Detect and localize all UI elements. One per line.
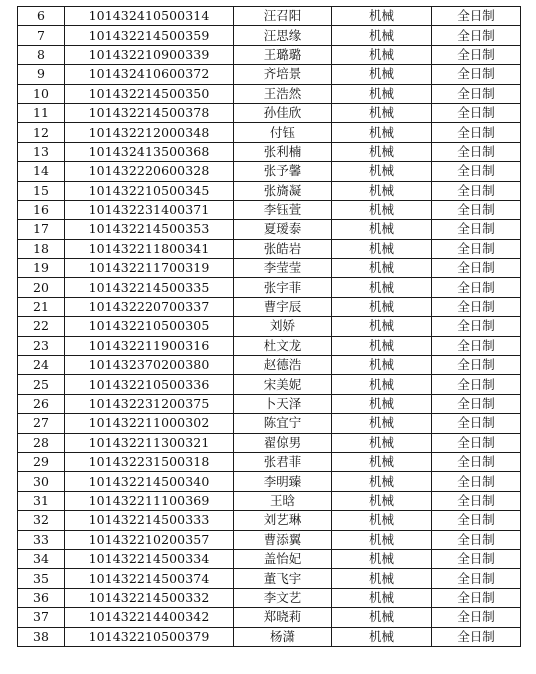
candidate-id-cell: 101432413500368 (65, 142, 234, 161)
table-row (18, 608, 521, 627)
student-name-cell: 刘艺琳 (234, 511, 332, 530)
row-number-cell: 34 (18, 549, 65, 568)
candidate-id-cell: 101432211300321 (65, 433, 234, 452)
major-cell: 机械 (332, 142, 432, 161)
major-cell: 机械 (332, 317, 432, 336)
table-row (18, 220, 521, 239)
candidate-id-cell: 101432214500378 (65, 103, 234, 122)
candidate-id-cell: 101432214500332 (65, 588, 234, 607)
study-mode-cell: 全日制 (432, 414, 521, 433)
study-mode-cell: 全日制 (432, 278, 521, 297)
major-cell: 机械 (332, 26, 432, 45)
major-cell: 机械 (332, 278, 432, 297)
student-name-cell: 张宇菲 (234, 278, 332, 297)
row-number-cell: 31 (18, 491, 65, 510)
study-mode-cell: 全日制 (432, 336, 521, 355)
student-name-cell: 董飞宇 (234, 569, 332, 588)
row-number-cell: 27 (18, 414, 65, 433)
student-name-cell: 李莹莹 (234, 259, 332, 278)
major-cell: 机械 (332, 356, 432, 375)
candidate-id-cell: 101432214500353 (65, 220, 234, 239)
study-mode-cell: 全日制 (432, 45, 521, 64)
row-number-cell: 33 (18, 530, 65, 549)
table-row (18, 103, 521, 122)
study-mode-cell: 全日制 (432, 123, 521, 142)
major-cell: 机械 (332, 433, 432, 452)
row-number-cell: 24 (18, 356, 65, 375)
candidate-id-cell: 101432410600372 (65, 65, 234, 84)
student-name-cell: 张旖凝 (234, 181, 332, 200)
major-cell: 机械 (332, 239, 432, 258)
study-mode-cell: 全日制 (432, 530, 521, 549)
candidate-id-cell: 101432214500333 (65, 511, 234, 530)
row-number-cell: 26 (18, 394, 65, 413)
table-row (18, 7, 521, 26)
row-number-cell: 29 (18, 452, 65, 471)
student-name-cell: 李钰萱 (234, 200, 332, 219)
candidate-id-cell: 101432214500340 (65, 472, 234, 491)
student-name-cell: 汪思缘 (234, 26, 332, 45)
major-cell: 机械 (332, 375, 432, 394)
student-name-cell: 王璐璐 (234, 45, 332, 64)
candidate-id-cell: 101432410500314 (65, 7, 234, 26)
candidate-id-cell: 101432211700319 (65, 259, 234, 278)
student-name-cell: 杜文龙 (234, 336, 332, 355)
row-number-cell: 38 (18, 627, 65, 646)
student-name-cell: 王浩然 (234, 84, 332, 103)
major-cell: 机械 (332, 336, 432, 355)
candidate-id-cell: 101432210200357 (65, 530, 234, 549)
student-name-cell: 张利楠 (234, 142, 332, 161)
candidate-id-cell: 101432214500374 (65, 569, 234, 588)
table-row (18, 491, 521, 510)
study-mode-cell: 全日制 (432, 511, 521, 530)
table-row (18, 472, 521, 491)
study-mode-cell: 全日制 (432, 103, 521, 122)
row-number-cell: 13 (18, 142, 65, 161)
major-cell: 机械 (332, 84, 432, 103)
student-name-cell: 付钰 (234, 123, 332, 142)
student-name-cell: 杨潇 (234, 627, 332, 646)
row-number-cell: 10 (18, 84, 65, 103)
row-number-cell: 11 (18, 103, 65, 122)
major-cell: 机械 (332, 200, 432, 219)
candidate-id-cell: 101432210900339 (65, 45, 234, 64)
major-cell: 机械 (332, 259, 432, 278)
table-row (18, 259, 521, 278)
candidate-id-cell: 101432211800341 (65, 239, 234, 258)
study-mode-cell: 全日制 (432, 7, 521, 26)
major-cell: 机械 (332, 65, 432, 84)
student-name-cell: 曹宇辰 (234, 297, 332, 316)
major-cell: 机械 (332, 491, 432, 510)
student-name-cell: 孙佳欣 (234, 103, 332, 122)
major-cell: 机械 (332, 297, 432, 316)
table-row (18, 549, 521, 568)
student-name-cell: 李明臻 (234, 472, 332, 491)
table-row (18, 297, 521, 316)
study-mode-cell: 全日制 (432, 549, 521, 568)
table-row (18, 356, 521, 375)
table-row (18, 317, 521, 336)
study-mode-cell: 全日制 (432, 239, 521, 258)
table-row (18, 375, 521, 394)
table-row (18, 452, 521, 471)
major-cell: 机械 (332, 414, 432, 433)
student-name-cell: 李文艺 (234, 588, 332, 607)
study-mode-cell: 全日制 (432, 452, 521, 471)
row-number-cell: 9 (18, 65, 65, 84)
table-row (18, 142, 521, 161)
candidate-id-cell: 101432211100369 (65, 491, 234, 510)
row-number-cell: 30 (18, 472, 65, 491)
study-mode-cell: 全日制 (432, 433, 521, 452)
study-mode-cell: 全日制 (432, 65, 521, 84)
student-name-cell: 夏瑷泰 (234, 220, 332, 239)
table-row (18, 65, 521, 84)
study-mode-cell: 全日制 (432, 491, 521, 510)
row-number-cell: 17 (18, 220, 65, 239)
table-row (18, 336, 521, 355)
table-row (18, 511, 521, 530)
major-cell: 机械 (332, 472, 432, 491)
major-cell: 机械 (332, 103, 432, 122)
row-number-cell: 21 (18, 297, 65, 316)
student-name-cell: 刘娇 (234, 317, 332, 336)
study-mode-cell: 全日制 (432, 569, 521, 588)
study-mode-cell: 全日制 (432, 627, 521, 646)
study-mode-cell: 全日制 (432, 588, 521, 607)
study-mode-cell: 全日制 (432, 472, 521, 491)
study-mode-cell: 全日制 (432, 181, 521, 200)
major-cell: 机械 (332, 7, 432, 26)
table-row (18, 84, 521, 103)
table-row (18, 414, 521, 433)
table-row (18, 181, 521, 200)
major-cell: 机械 (332, 549, 432, 568)
study-mode-cell: 全日制 (432, 220, 521, 239)
candidate-id-cell: 101432214500350 (65, 84, 234, 103)
candidate-id-cell: 101432210500305 (65, 317, 234, 336)
row-number-cell: 36 (18, 588, 65, 607)
major-cell: 机械 (332, 220, 432, 239)
study-mode-cell: 全日制 (432, 84, 521, 103)
study-mode-cell: 全日制 (432, 142, 521, 161)
table-row (18, 162, 521, 181)
study-mode-cell: 全日制 (432, 297, 521, 316)
student-name-cell: 卜天泽 (234, 394, 332, 413)
candidate-id-cell: 101432210500345 (65, 181, 234, 200)
table-row (18, 588, 521, 607)
row-number-cell: 35 (18, 569, 65, 588)
row-number-cell: 7 (18, 26, 65, 45)
candidate-id-cell: 101432211900316 (65, 336, 234, 355)
student-name-cell: 郑晓莉 (234, 608, 332, 627)
major-cell: 机械 (332, 45, 432, 64)
student-name-cell: 曹添翼 (234, 530, 332, 549)
candidate-id-cell: 101432214500335 (65, 278, 234, 297)
student-name-cell: 盖怡妃 (234, 549, 332, 568)
table-row (18, 627, 521, 646)
student-name-cell: 宋美妮 (234, 375, 332, 394)
major-cell: 机械 (332, 569, 432, 588)
study-mode-cell: 全日制 (432, 394, 521, 413)
student-name-cell: 王晗 (234, 491, 332, 510)
student-name-cell: 张皓岩 (234, 239, 332, 258)
table-row (18, 123, 521, 142)
candidate-id-cell: 101432214500334 (65, 549, 234, 568)
roster-sheet (17, 6, 520, 647)
candidate-id-cell: 101432214500359 (65, 26, 234, 45)
roster-table-body (18, 7, 521, 647)
row-number-cell: 8 (18, 45, 65, 64)
major-cell: 机械 (332, 530, 432, 549)
table-row (18, 45, 521, 64)
candidate-id-cell: 101432370200380 (65, 356, 234, 375)
row-number-cell: 32 (18, 511, 65, 530)
row-number-cell: 16 (18, 200, 65, 219)
table-row (18, 433, 521, 452)
study-mode-cell: 全日制 (432, 26, 521, 45)
study-mode-cell: 全日制 (432, 259, 521, 278)
row-number-cell: 15 (18, 181, 65, 200)
row-number-cell: 37 (18, 608, 65, 627)
candidate-id-cell: 101432220600328 (65, 162, 234, 181)
study-mode-cell: 全日制 (432, 356, 521, 375)
table-row (18, 530, 521, 549)
candidate-id-cell: 101432212000348 (65, 123, 234, 142)
study-mode-cell: 全日制 (432, 608, 521, 627)
study-mode-cell: 全日制 (432, 375, 521, 394)
row-number-cell: 6 (18, 7, 65, 26)
major-cell: 机械 (332, 511, 432, 530)
major-cell: 机械 (332, 608, 432, 627)
table-row (18, 239, 521, 258)
candidate-id-cell: 101432210500379 (65, 627, 234, 646)
major-cell: 机械 (332, 123, 432, 142)
table-row (18, 394, 521, 413)
major-cell: 机械 (332, 394, 432, 413)
admission-roster-table (17, 6, 521, 647)
row-number-cell: 19 (18, 259, 65, 278)
study-mode-cell: 全日制 (432, 162, 521, 181)
student-name-cell: 齐培景 (234, 65, 332, 84)
candidate-id-cell: 101432210500336 (65, 375, 234, 394)
row-number-cell: 12 (18, 123, 65, 142)
major-cell: 机械 (332, 588, 432, 607)
major-cell: 机械 (332, 181, 432, 200)
row-number-cell: 23 (18, 336, 65, 355)
student-name-cell: 汪召阳 (234, 7, 332, 26)
study-mode-cell: 全日制 (432, 200, 521, 219)
row-number-cell: 25 (18, 375, 65, 394)
candidate-id-cell: 101432231200375 (65, 394, 234, 413)
candidate-id-cell: 101432211000302 (65, 414, 234, 433)
row-number-cell: 28 (18, 433, 65, 452)
candidate-id-cell: 101432231400371 (65, 200, 234, 219)
candidate-id-cell: 101432214400342 (65, 608, 234, 627)
major-cell: 机械 (332, 162, 432, 181)
row-number-cell: 22 (18, 317, 65, 336)
study-mode-cell: 全日制 (432, 317, 521, 336)
row-number-cell: 20 (18, 278, 65, 297)
candidate-id-cell: 101432231500318 (65, 452, 234, 471)
table-row (18, 278, 521, 297)
student-name-cell: 翟倞男 (234, 433, 332, 452)
student-name-cell: 赵德浩 (234, 356, 332, 375)
table-row (18, 26, 521, 45)
row-number-cell: 14 (18, 162, 65, 181)
major-cell: 机械 (332, 627, 432, 646)
row-number-cell: 18 (18, 239, 65, 258)
table-row (18, 200, 521, 219)
candidate-id-cell: 101432220700337 (65, 297, 234, 316)
major-cell: 机械 (332, 452, 432, 471)
student-name-cell: 张予馨 (234, 162, 332, 181)
student-name-cell: 陈宜宁 (234, 414, 332, 433)
student-name-cell: 张君菲 (234, 452, 332, 471)
table-row (18, 569, 521, 588)
